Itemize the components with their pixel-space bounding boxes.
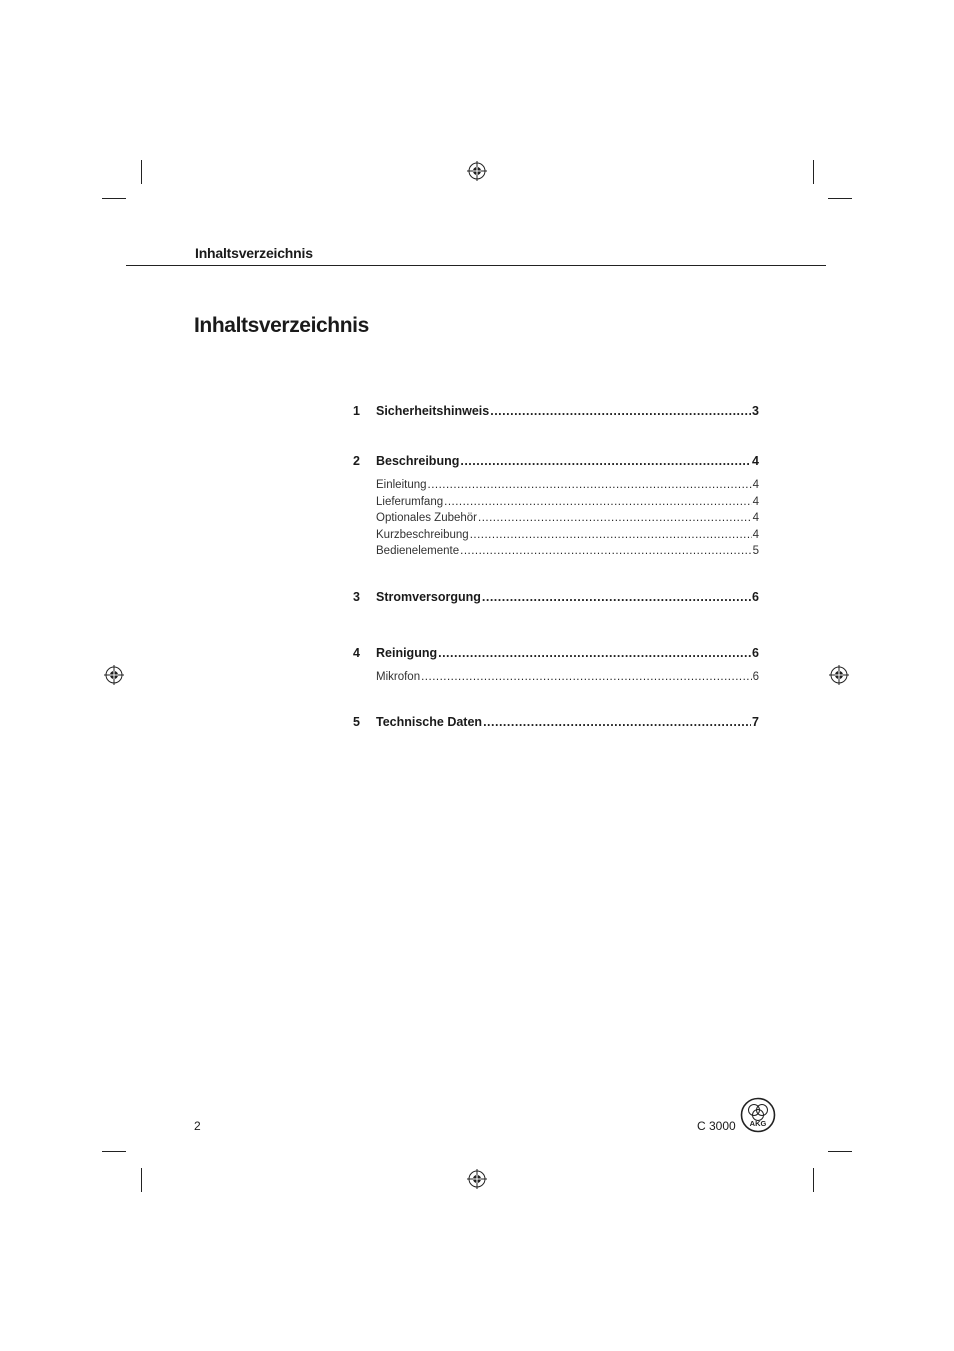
toc-entry-page: 6 xyxy=(752,645,759,660)
toc-subentry-label: Kurzbeschreibung xyxy=(376,528,469,541)
logo-text: AKG xyxy=(749,1119,767,1128)
toc-subentry-page: 4 xyxy=(752,495,759,508)
toc-subentry-page: 5 xyxy=(752,545,759,557)
toc-entry-label: Technische Daten xyxy=(376,715,483,729)
toc-entry-technische-daten[interactable] xyxy=(353,713,759,731)
toc-entry-label: Beschreibung xyxy=(376,454,460,468)
toc-entry-number: 4 xyxy=(353,645,360,660)
toc-dot-leader xyxy=(444,494,751,511)
toc-entry-label: Sicherheitshinweis xyxy=(376,404,490,418)
toc-subentry-label: Einleitung xyxy=(376,479,427,491)
toc-dot-leader xyxy=(482,588,751,606)
registration-mark-icon xyxy=(467,161,487,181)
crop-mark-top-left-vertical xyxy=(141,160,142,184)
crop-mark-top-left-horizontal xyxy=(102,198,126,199)
page-number: 2 xyxy=(194,1119,201,1133)
registration-mark-icon xyxy=(104,665,124,685)
toc-dot-leader xyxy=(478,510,752,527)
toc-subentry-kurzbeschreibung[interactable] xyxy=(353,527,759,544)
crop-mark-bottom-right-horizontal xyxy=(828,1151,852,1152)
toc-dot-leader xyxy=(421,669,751,686)
toc-entry-page: 3 xyxy=(752,404,759,418)
crop-mark-bottom-left-horizontal xyxy=(102,1151,126,1152)
toc-section xyxy=(353,713,759,731)
toc-entry-page: 7 xyxy=(752,715,759,729)
toc-entry-label: Stromversorgung xyxy=(376,589,481,604)
header-rule xyxy=(126,265,826,266)
toc-entry-sicherheitshinweis[interactable] xyxy=(353,402,759,420)
toc-subentry-lieferumfang[interactable] xyxy=(353,494,759,511)
toc-dot-leader xyxy=(470,527,752,544)
toc-dot-leader xyxy=(460,452,751,470)
toc-subentry-label: Bedienelemente xyxy=(376,545,460,557)
toc-entry-label: Reinigung xyxy=(376,645,438,660)
registration-mark-icon xyxy=(467,1169,487,1189)
toc-section xyxy=(353,452,759,560)
toc-subentry-label: Lieferumfang xyxy=(376,495,444,508)
toc-section xyxy=(353,402,759,420)
crop-mark-top-right-horizontal xyxy=(828,198,852,199)
toc-subentry-label: Mikrofon xyxy=(376,670,421,683)
toc-entry-page: 6 xyxy=(752,589,759,604)
toc-entry-page: 4 xyxy=(752,454,759,468)
toc-subentry-bedienelemente[interactable] xyxy=(353,543,759,560)
toc-dot-leader xyxy=(438,644,751,662)
toc-dot-leader xyxy=(460,543,751,560)
toc-subentries xyxy=(353,669,759,686)
registration-mark-icon xyxy=(829,665,849,685)
akg-logo-icon xyxy=(740,1097,776,1133)
toc-dot-leader xyxy=(490,402,751,420)
toc-subentry-page: 4 xyxy=(752,479,759,491)
toc-entry-stromversorgung[interactable] xyxy=(353,588,759,606)
crop-mark-top-right-vertical xyxy=(813,160,814,184)
toc-subentry-label: Optionales Zubehör xyxy=(376,512,478,524)
toc-section xyxy=(353,588,759,606)
table-of-contents xyxy=(353,402,759,763)
toc-entry-number: 5 xyxy=(353,715,360,729)
toc-entry-number: 2 xyxy=(353,454,360,468)
page-title: Inhaltsverzeichnis xyxy=(194,314,369,337)
model-name: C 3000 xyxy=(697,1119,736,1133)
crop-mark-bottom-left-vertical xyxy=(141,1168,142,1192)
toc-subentry-page: 4 xyxy=(752,512,759,524)
crop-mark-bottom-right-vertical xyxy=(813,1168,814,1192)
running-head: Inhaltsverzeichnis xyxy=(195,245,313,261)
toc-subentry-mikrofon[interactable] xyxy=(353,669,759,686)
toc-subentry-page: 4 xyxy=(752,528,759,541)
toc-subentry-optionales-zubehoer[interactable] xyxy=(353,510,759,527)
toc-dot-leader xyxy=(483,713,751,731)
toc-subentry-einleitung[interactable] xyxy=(353,477,759,494)
toc-section xyxy=(353,644,759,686)
toc-entry-number: 3 xyxy=(353,589,360,604)
toc-entry-beschreibung[interactable] xyxy=(353,452,759,470)
toc-subentries xyxy=(353,477,759,560)
toc-entry-reinigung[interactable] xyxy=(353,644,759,662)
toc-dot-leader xyxy=(428,477,752,494)
toc-subentry-page: 6 xyxy=(752,670,759,683)
toc-entry-number: 1 xyxy=(353,404,360,418)
